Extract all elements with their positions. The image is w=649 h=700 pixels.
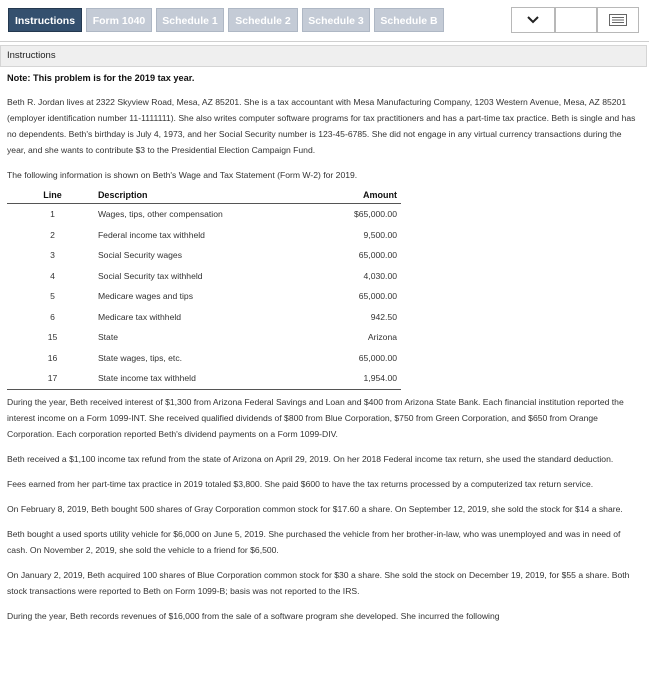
vehicle-paragraph: Beth bought a used sports utility vehicle for $6,000 on June 5, 2019. She purchased the vehicle from her brother-in-law, who was unemployed and was in need of cash. On November 2, 2019, she sold the vehicle to a friend for $6,500. xyxy=(7,528,621,555)
chevron-down-icon xyxy=(527,16,539,24)
table-row xyxy=(7,245,401,266)
blue-stock-paragraph: On January 2, 2019, Beth acquired 100 shares of Blue Corporation common stock for $30 a share. She sold the stock on December 19, 2019, for $55 a share. Both stock transactions were reported to Beth on Form 1099-B; basis was not reported to the IRS. xyxy=(7,569,630,596)
interest-dividends-paragraph: During the year, Beth received interest of $1,300 from Arizona Federal Savings and Loan and $400 from Arizona State Bank. Each financial institution reported the interest income on a Form 1099-INT. She received qualified dividends of $800 from Blue Corporation, $750 from Green Corporation, and $650 from Orange Corporation. Each corporation reported Beth's dividend payments on a Form 1099-DIV. xyxy=(7,396,624,439)
state-refund-paragraph: Beth received a $1,100 income tax refund from the state of Arizona on April 29, 2019. On her 2018 Federal income tax return, she used the standard deduction. xyxy=(7,453,614,464)
row-description: Medicare tax withheld xyxy=(97,311,182,322)
row-line: 4 xyxy=(50,270,55,281)
menu-button[interactable] xyxy=(597,7,639,33)
tab-schedule-2[interactable]: Schedule 2 xyxy=(228,8,298,32)
table-row xyxy=(7,225,401,246)
instructions-panel xyxy=(0,42,649,700)
blank-button[interactable] xyxy=(555,7,597,33)
table-row xyxy=(7,327,401,348)
row-description: State xyxy=(97,332,119,343)
tax-year-note: Note: This problem is for the 2019 tax year. xyxy=(7,73,195,83)
header-amount: Amount xyxy=(301,186,401,204)
row-amount: $65,000.00 xyxy=(353,209,397,220)
table-row xyxy=(7,368,401,389)
header-line: Line xyxy=(7,186,98,204)
row-amount: 4,030.00 xyxy=(363,270,397,281)
row-line: 15 xyxy=(47,332,58,343)
intro-paragraph: Beth R. Jordan lives at 2322 Skyview Road, Mesa, AZ 85201. She is a tax accountant with Mesa Manufacturing Company, 1203 Western Avenue, Mesa, AZ 85201 (employer identification number 11-1111111). She also writes computer software programs for tax practitioners and has a part-time tax practice. Beth is single and has no dependents. Beth's birthday is July 4, 1973, and her Social Security number is 123-45-6785. She did not engage in any virtual currency transactions during the year, and she wants to contribute $3 to the Presidential Election Campaign Fund. xyxy=(7,97,636,155)
tax-practice-fees-paragraph: Fees earned from her part-time tax practice in 2019 totaled $3,800. She paid $600 to have the tax returns processed by a computerized tax return service. xyxy=(7,478,594,489)
row-description: Federal income tax withheld xyxy=(97,229,205,240)
row-description: State wages, tips, etc. xyxy=(97,352,183,363)
dropdown-button[interactable] xyxy=(511,7,555,33)
row-line: 17 xyxy=(7,368,98,389)
tab-form-1040[interactable]: Form 1040 xyxy=(86,8,152,32)
row-amount: 942.50 xyxy=(370,311,397,322)
top-tab-bar xyxy=(0,0,649,42)
table-row xyxy=(7,307,401,328)
row-line: 2 xyxy=(50,229,55,240)
row-amount: 65,000.00 xyxy=(358,291,397,302)
row-amount: 65,000.00 xyxy=(358,250,397,261)
row-line: 1 xyxy=(50,209,55,220)
table-row xyxy=(7,204,401,225)
row-description: Wages, tips, other compensation xyxy=(97,209,223,220)
tab-schedule-3[interactable]: Schedule 3 xyxy=(302,8,370,32)
tab-schedule-1[interactable]: Schedule 1 xyxy=(156,8,224,32)
row-line: 6 xyxy=(50,311,55,322)
row-line: 16 xyxy=(47,352,58,363)
row-line: 5 xyxy=(50,291,55,302)
scroll-fade xyxy=(0,690,649,700)
instructions-body xyxy=(7,70,640,633)
tab-schedule-b[interactable]: Schedule B xyxy=(374,8,444,32)
software-revenue-paragraph: During the year, Beth records revenues of $16,000 from the sale of a software program she developed. She incurred the following xyxy=(7,610,500,621)
row-description: Social Security wages xyxy=(97,250,183,261)
list-icon xyxy=(609,14,627,26)
section-title: Instructions xyxy=(0,45,647,67)
w2-table-header xyxy=(7,186,401,204)
row-amount: 9,500.00 xyxy=(363,229,397,240)
row-description: State income tax withheld xyxy=(98,368,301,389)
table-row xyxy=(7,286,401,307)
header-description: Description xyxy=(98,186,301,204)
row-line: 3 xyxy=(50,250,55,261)
row-amount: Arizona xyxy=(367,332,397,343)
w2-intro: The following information is shown on Beth's Wage and Tax Statement (Form W-2) for 2019. xyxy=(7,170,358,180)
row-description: Social Security tax withheld xyxy=(97,270,203,281)
w2-table xyxy=(7,186,401,390)
row-amount: 65,000.00 xyxy=(358,352,397,363)
tab-instructions[interactable]: Instructions xyxy=(8,8,82,32)
table-row xyxy=(7,348,401,369)
row-description: Medicare wages and tips xyxy=(97,291,193,302)
gray-stock-paragraph: On February 8, 2019, Beth bought 500 shares of Gray Corporation common stock for $17.60 a share. On September 12, 2019, she sold the stock for $14 a share. xyxy=(7,503,623,514)
row-amount: 1,954.00 xyxy=(301,368,401,389)
table-row xyxy=(7,266,401,287)
